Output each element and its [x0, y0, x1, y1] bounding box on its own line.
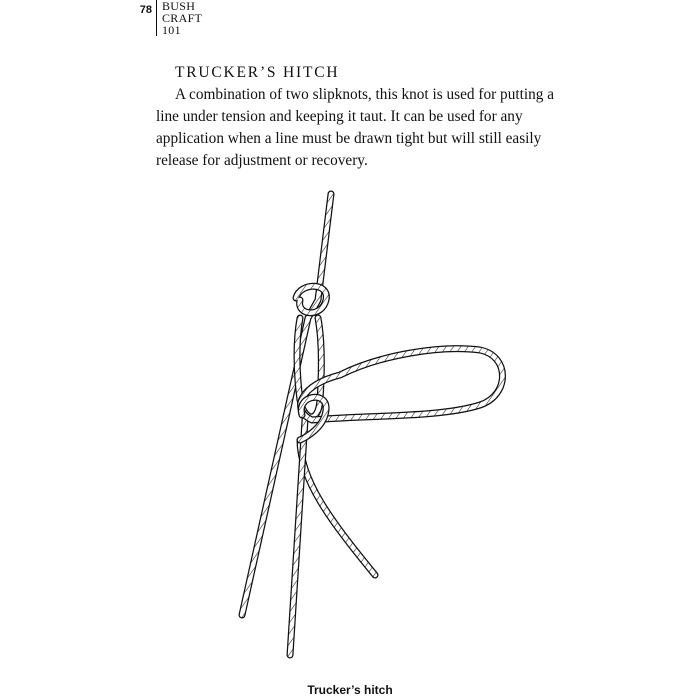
running-head	[156, 0, 202, 36]
trucker-hitch-illustration	[200, 185, 520, 665]
running-head-line-2: CRAFT	[162, 11, 203, 25]
body-paragraph: A combination of two slipknots, this knot is used for putting a line under tension and keeping it taut. It can be used for any application when a line must be drawn tight but will still easily release for adjustment or recovery.	[156, 86, 555, 169]
page-number: 78	[139, 4, 152, 16]
tail-rope	[290, 420, 305, 655]
tension-loop-rope	[301, 349, 503, 420]
running-end-rope	[300, 440, 375, 575]
running-head-line-3: 101	[162, 23, 181, 37]
running-head-line-1: BUSH	[162, 0, 196, 13]
section-title: TRUCKER’S HITCH	[175, 64, 340, 81]
figure-caption: Trucker’s hitch	[307, 683, 393, 697]
